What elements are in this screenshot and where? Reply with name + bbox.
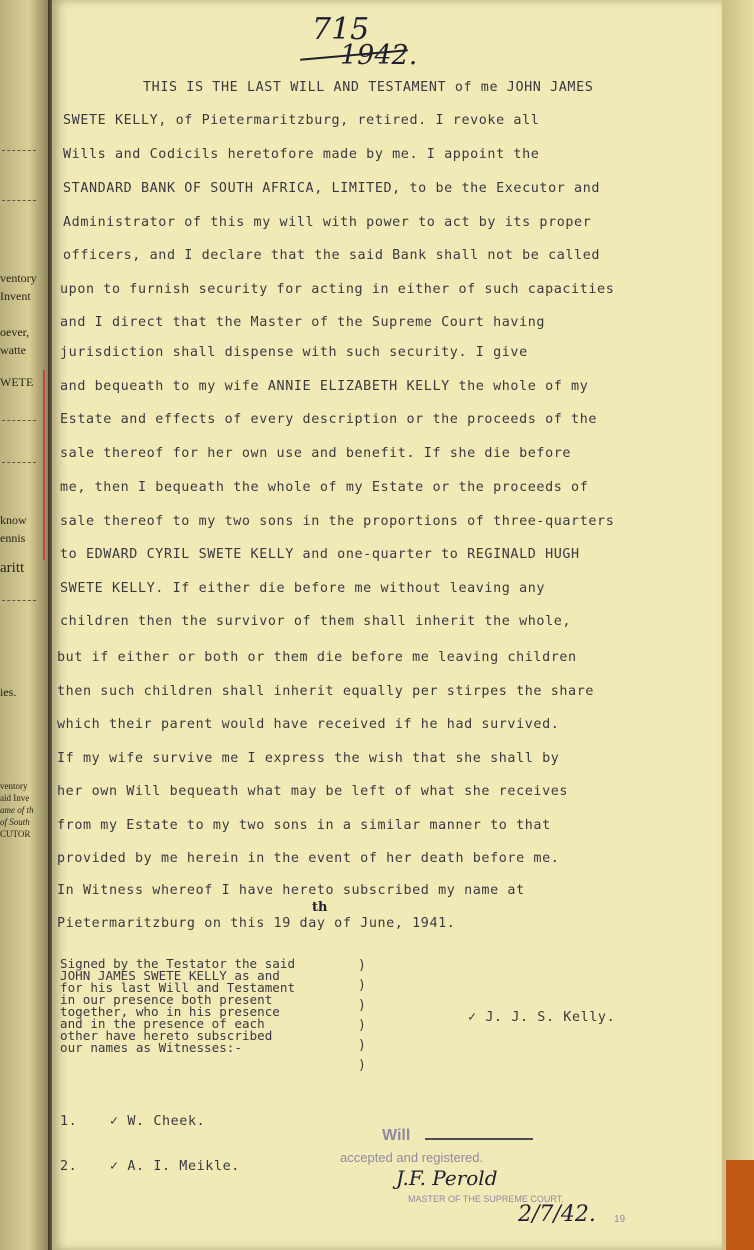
will-line: Estate and effects of every description or the proceeds of the — [60, 412, 598, 427]
page-fragment: oever, — [0, 325, 30, 339]
dotted-line — [2, 462, 36, 463]
will-line: SWETE KELLY, of Pietermaritzburg, retired. I revoke all — [63, 113, 540, 128]
attestation-line: Signed by the Testator the said — [60, 956, 296, 971]
day-suffix: th — [312, 900, 328, 915]
will-line: then such children shall inherit equally per stirpes the share — [57, 684, 595, 699]
signature-check-icon: ✓ — [110, 1114, 128, 1129]
page-fragment: aritt — [0, 560, 25, 576]
page-fragment: ies. — [0, 685, 17, 699]
page-fragment: watte — [0, 343, 26, 357]
brace-mark: ) — [358, 1038, 366, 1053]
will-line: Administrator of this my will with power to act by its proper — [63, 215, 592, 230]
will-line: officers, and I declare that the said Bank shall not be called — [63, 248, 601, 263]
attestation-line: JOHN JAMES SWETE KELLY as and — [60, 968, 280, 983]
will-line: upon to furnish security for acting in either of such capacities — [60, 282, 615, 297]
will-line: but if either or both or them die before me leaving children — [57, 650, 577, 665]
testator-signature: ✓ J. J. S. Kelly. — [468, 1010, 616, 1025]
page-fragment: of South — [0, 817, 30, 827]
page-fragment: WETE — [0, 375, 34, 389]
brace-mark: ) — [358, 978, 366, 993]
will-line: and bequeath to my wife ANNIE ELIZABETH KELLY the whole of my — [60, 379, 589, 394]
attestation-line: and in the presence of each — [60, 1016, 265, 1031]
will-line: sale thereof for her own use and benefit. If she die before — [60, 446, 572, 461]
page-fragment: ventory — [0, 781, 28, 791]
attestation-line: our names as Witnesses:- — [60, 1040, 242, 1055]
signature-check-icon: ✓ — [110, 1159, 128, 1174]
brace-mark: ) — [358, 1018, 366, 1033]
will-line: jurisdiction shall dispense with such security. I give — [60, 345, 528, 360]
witness-1-number: 1. — [60, 1114, 78, 1129]
page-fragment: ennis — [0, 531, 26, 545]
underlying-page — [0, 0, 48, 1250]
dotted-line — [2, 150, 36, 151]
orange-tab — [726, 1160, 754, 1250]
will-line: STANDARD BANK OF SOUTH AFRICA, LIMITED, to be the Executor and — [63, 181, 601, 196]
stamp-date: 2/7/42. — [518, 1202, 596, 1227]
page-fragment: ame of th — [0, 805, 34, 815]
stamp-master: MASTER OF THE SUPREME COURT. — [408, 1194, 564, 1204]
signature-check-icon: ✓ — [468, 1010, 486, 1025]
witness-1-name: ✓ W. Cheek. — [110, 1114, 206, 1129]
dotted-line — [2, 420, 36, 421]
will-line: me, then I bequeath the whole of my Estate or the proceeds of — [60, 480, 589, 495]
dotted-line — [2, 200, 36, 201]
will-line: and I direct that the Master of the Supreme Court having — [60, 315, 546, 330]
attestation-line: other have hereto subscribed — [60, 1028, 273, 1043]
page-fragment: Invent — [0, 289, 31, 303]
will-line: If my wife survive me I express the wish that she shall by — [57, 751, 560, 766]
will-line: Pietermaritzburg on this 19 day of June, 1941. — [57, 916, 456, 931]
stamp-will: Will — [382, 1127, 411, 1144]
stamp-date-suffix: 19 — [614, 1214, 626, 1225]
master-signature: J.F. Perold — [396, 1166, 498, 1190]
page-fragment: know — [0, 513, 27, 527]
will-line: children then the survivor of them shall inherit the whole, — [60, 614, 572, 629]
page-fragment: aid Inve — [0, 793, 30, 803]
brace-mark: ) — [358, 998, 366, 1013]
will-line: THIS IS THE LAST WILL AND TESTAMENT of me JOHN JAMES — [143, 80, 594, 95]
page-fragment: CUTOR — [0, 829, 31, 839]
brace-mark: ) — [358, 1058, 366, 1073]
attestation-line: in our presence both present — [60, 992, 273, 1007]
page-fragment: ventory — [0, 271, 37, 285]
reference-year: 1942. — [340, 40, 418, 71]
will-line: from my Estate to my two sons in a similar manner to that — [57, 818, 551, 833]
will-line: In Witness whereof I have hereto subscribed my name at — [57, 883, 525, 898]
will-line: sale thereof to my two sons in the proportions of three-quarters — [60, 514, 615, 529]
stamp-rule — [425, 1138, 533, 1140]
margin-rule — [43, 370, 45, 560]
attestation-line: together, who in his presence — [60, 1004, 280, 1019]
will-line: Wills and Codicils heretofore made by me. I appoint the — [63, 147, 540, 162]
attestation-line: for his last Will and Testament — [60, 980, 296, 995]
will-line: to EDWARD CYRIL SWETE KELLY and one-quarter to REGINALD HUGH — [60, 547, 580, 562]
will-line: which their parent would have received if he had survived. — [57, 717, 560, 732]
brace-mark: ) — [358, 958, 366, 973]
witness-2-number: 2. — [60, 1159, 78, 1174]
stamp-accepted: accepted and registered. — [340, 1150, 484, 1165]
will-line: SWETE KELLY. If either die before me without leaving any — [60, 581, 546, 596]
witness-2-name: ✓ A. I. Meikle. — [110, 1159, 240, 1174]
will-line: her own Will bequeath what may be left of what she receives — [57, 784, 569, 799]
adjacent-page-edge — [722, 0, 754, 1250]
reference-number: 715 — [312, 12, 370, 47]
will-line: provided by me herein in the event of her death before me. — [57, 851, 560, 866]
dotted-line — [2, 600, 36, 601]
